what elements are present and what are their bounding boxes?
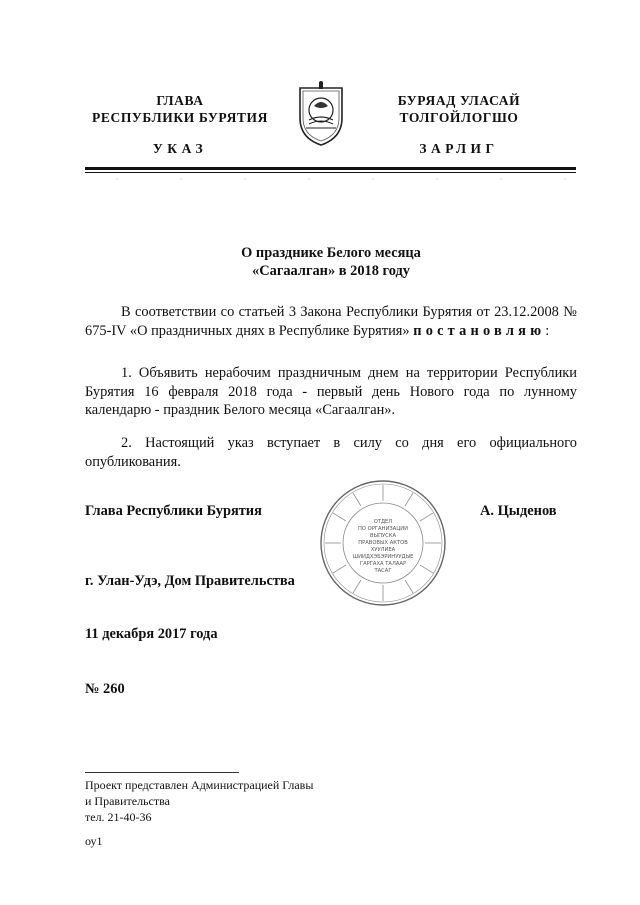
header-right-line2: ТОЛГОЙЛОГШО [399,110,519,125]
stamp-line-7: ГАРГАХА ТАЛААР [359,561,407,567]
header-dotted-line [85,176,576,182]
stamp-line-2: ПО ОРГАНИЗАЦИИ [357,526,409,532]
signature-date: 11 декабря 2017 года [85,626,218,642]
header-rule-thin [85,172,576,173]
header-left-line1: ГЛАВА [156,93,204,108]
stamp-line-8: ТАСАГ [374,568,392,574]
stamp-line-6: ШИИДХЭБЭРИНУУДЫЕ [352,554,414,560]
doc-type-right: ЗАРЛИГ [419,141,499,156]
preamble-paragraph [85,303,577,340]
signature-position: Глава Республики Бурятия [85,503,262,519]
coat-of-arms-icon [296,80,346,148]
document-title [85,244,577,280]
item-2-paragraph: 2. Настоящий указ вступает в силу со дня его официального опубликования. [85,435,577,470]
signature-name: А. Цыденов [480,503,557,519]
footer-line1: Проект представлен Администрацией Главы [85,778,314,792]
title-line2: «Сагаалган» в 2018 году [252,263,410,279]
footer-code: оу1 [85,834,103,848]
footer-line2: и Правительства [85,794,170,808]
official-stamp [318,478,448,608]
stamp-line-4: ПРАВОВЫХ АКТОВ [358,540,408,546]
decree-word: постановляю [413,322,546,339]
doc-type-left: УКАЗ [152,141,208,156]
header-rule-thick [85,167,576,170]
preamble-text: В соответствии со статьей 3 Закона Республики Бурятия от 23.12.2008 № 675-IV «О праздничных днях в Республике Бурятия» [85,304,577,339]
stamp-line-5: ХУУЛИЕА [370,547,396,553]
header-right-line1: БУРЯАД УЛАСАЙ [397,93,521,108]
decree-colon: : [545,322,550,339]
decree-number: № 260 [85,681,125,697]
footer-line3: тел. 21-40-36 [85,810,152,824]
signature-place: г. Улан-Удэ, Дом Правительства [85,573,295,589]
footer-rule [85,772,239,773]
stamp-line-3: ВЫПУСКА [369,533,397,539]
footer-note [85,777,313,825]
header-right-title [364,92,554,126]
title-line1: О празднике Белого месяца [241,245,421,261]
stamp-line-1: ОТДЕЛ [373,519,393,525]
header-left-title [85,92,275,126]
header-left-line2: РЕСПУБЛИКИ БУРЯТИЯ [92,110,268,125]
item-1-paragraph: 1. Объявить нерабочим праздничным днем на территории Республики Бурятия 16 февраля 2018 года - первый день Нового года по лунному календарю - праздник Белого месяца «Сагаалган». [85,365,577,418]
